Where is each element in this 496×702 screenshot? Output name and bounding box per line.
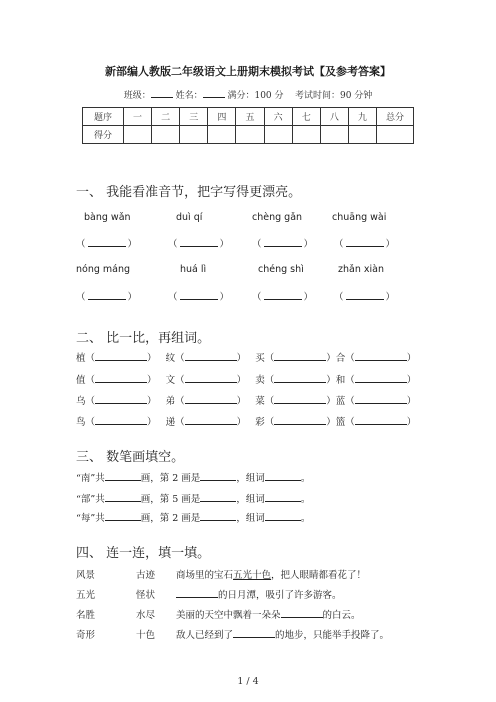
- answer-line[interactable]: [274, 394, 326, 404]
- table-cell: 九: [348, 108, 376, 126]
- time-label: 考试时间：90 分钟: [294, 91, 373, 101]
- score-cell[interactable]: [124, 126, 152, 144]
- answer-box[interactable]: （ ）: [76, 239, 138, 250]
- answer-line[interactable]: [233, 628, 275, 638]
- answer-line[interactable]: [355, 351, 407, 361]
- table-cell: 五: [236, 108, 264, 126]
- answer-line[interactable]: [95, 394, 147, 404]
- answer-line[interactable]: [274, 415, 326, 425]
- answer-line[interactable]: [105, 492, 141, 502]
- pinyin: duì qí: [176, 212, 203, 223]
- exam-info: [0, 88, 496, 101]
- stroke-count-row: “每”共 画，第 2 画是 ，组词 。: [76, 513, 311, 524]
- word-compare-row: 乌（ ） 弟（ ） 菜（ ）蓝（ ）: [76, 396, 417, 407]
- table-cell: 一: [124, 108, 152, 126]
- class-label: 班级：: [123, 91, 151, 101]
- pinyin: bàng wǎn: [84, 212, 131, 223]
- section1-title: 一、 我能看准音节，把字写得更漂亮。: [76, 185, 302, 200]
- table-cell: 二: [152, 108, 180, 126]
- match-left-item[interactable]: 名胜: [76, 610, 96, 621]
- table-cell: 八: [320, 108, 348, 126]
- score-table: [82, 107, 414, 144]
- score-label: 满分：100 分: [227, 91, 284, 101]
- pinyin: chèng gǎn: [252, 212, 303, 223]
- match-left-item[interactable]: 奇形: [76, 630, 96, 641]
- match-left-item[interactable]: 风景: [76, 570, 96, 581]
- score-cell[interactable]: [180, 126, 208, 144]
- answer-line[interactable]: [200, 511, 236, 521]
- match-mid-item[interactable]: 古迹: [136, 570, 156, 581]
- answer-box[interactable]: （ ）: [168, 239, 230, 250]
- answer-line[interactable]: [355, 394, 407, 404]
- word-compare-row: 植（ ） 纹（ ） 买（ ）合（ ）: [76, 353, 417, 364]
- answer-line[interactable]: [355, 415, 407, 425]
- answer-line[interactable]: [185, 394, 237, 404]
- answer-line[interactable]: [265, 492, 301, 502]
- answer-line[interactable]: [274, 373, 326, 383]
- score-table-score-row: [83, 126, 414, 144]
- answer-line[interactable]: [200, 471, 236, 481]
- pinyin: chéng shì: [258, 264, 304, 275]
- sentence-4: 敌人已经到了 的地步，只能举手投降了。: [176, 630, 390, 641]
- table-cell: 得分: [83, 126, 124, 144]
- word-compare-row: 鸟（ ） 递（ ） 彩（ ）篮（ ）: [76, 417, 417, 428]
- score-cell[interactable]: [320, 126, 348, 144]
- name-blank[interactable]: [203, 88, 225, 98]
- answer-line[interactable]: [355, 373, 407, 383]
- pinyin: nóng máng: [76, 264, 131, 275]
- score-cell[interactable]: [348, 126, 376, 144]
- answer-line[interactable]: [200, 492, 236, 502]
- answer-line[interactable]: [176, 588, 218, 598]
- score-cell[interactable]: [208, 126, 236, 144]
- answer-box[interactable]: （ ）: [168, 292, 230, 303]
- answer-box[interactable]: （ ）: [252, 239, 314, 250]
- answer-line[interactable]: [95, 373, 147, 383]
- match-mid-item[interactable]: 怪状: [136, 590, 156, 601]
- answer-line[interactable]: [185, 351, 237, 361]
- match-mid-item[interactable]: 十色: [136, 630, 156, 641]
- stroke-count-row: “部”共 画，第 5 画是 ，组词 。: [76, 494, 311, 505]
- answer-box[interactable]: （ ）: [252, 292, 314, 303]
- answer-line[interactable]: [105, 471, 141, 481]
- section4-title: 四、 连一连，填一填。: [76, 546, 211, 561]
- name-label: 姓名：: [175, 91, 203, 101]
- answer-box[interactable]: （ ）: [334, 239, 396, 250]
- answer-line[interactable]: [105, 511, 141, 521]
- table-cell: 三: [180, 108, 208, 126]
- score-cell[interactable]: [292, 126, 320, 144]
- table-cell: 总分: [377, 108, 414, 126]
- table-cell: 六: [264, 108, 292, 126]
- sentence-2: 的日月潭，吸引了许多游客。: [176, 587, 342, 601]
- match-mid-item[interactable]: 水尽: [136, 610, 156, 621]
- answer-line[interactable]: [185, 373, 237, 383]
- page-number: 1 / 4: [237, 676, 259, 687]
- sentence-1: 商场里的宝石五光十色，把人眼睛都看花了！: [176, 570, 367, 581]
- answer-line[interactable]: [95, 351, 147, 361]
- table-cell: 题序: [83, 108, 124, 126]
- section2-title: 二、 比一比，再组词。: [76, 331, 211, 346]
- score-cell[interactable]: [152, 126, 180, 144]
- answer-box[interactable]: （ ）: [334, 292, 396, 303]
- class-blank[interactable]: [151, 88, 173, 98]
- sentence-3: 美丽的天空中飘着一朵朵 的白云。: [176, 610, 361, 621]
- score-table-header-row: [83, 108, 414, 126]
- word-compare-row: 值（ ） 文（ ） 卖（ ）和（ ）: [76, 375, 417, 386]
- stroke-count-row: “南”共 画，第 2 画是 ，组词 。: [76, 473, 311, 484]
- table-cell: 四: [208, 108, 236, 126]
- table-cell: 七: [292, 108, 320, 126]
- answer-line[interactable]: [265, 471, 301, 481]
- score-cell[interactable]: [264, 126, 292, 144]
- page-title: 新部编人教版二年级语文上册期末模拟考试【及参考答案】: [105, 65, 391, 78]
- score-cell[interactable]: [236, 126, 264, 144]
- answer-line[interactable]: [185, 415, 237, 425]
- answer-box[interactable]: （ ）: [76, 292, 138, 303]
- answer-line[interactable]: [95, 415, 147, 425]
- score-cell[interactable]: [377, 126, 414, 144]
- answer-line[interactable]: [265, 511, 301, 521]
- match-left-item[interactable]: 五光: [76, 590, 96, 601]
- pinyin: huá lì: [180, 264, 207, 275]
- pinyin: chuāng wài: [332, 212, 387, 223]
- answer-line[interactable]: [281, 608, 323, 618]
- pinyin: zhǎn xiàn: [338, 264, 384, 275]
- answer-line[interactable]: [274, 351, 326, 361]
- section3-title: 三、 数笔画填空。: [76, 450, 185, 465]
